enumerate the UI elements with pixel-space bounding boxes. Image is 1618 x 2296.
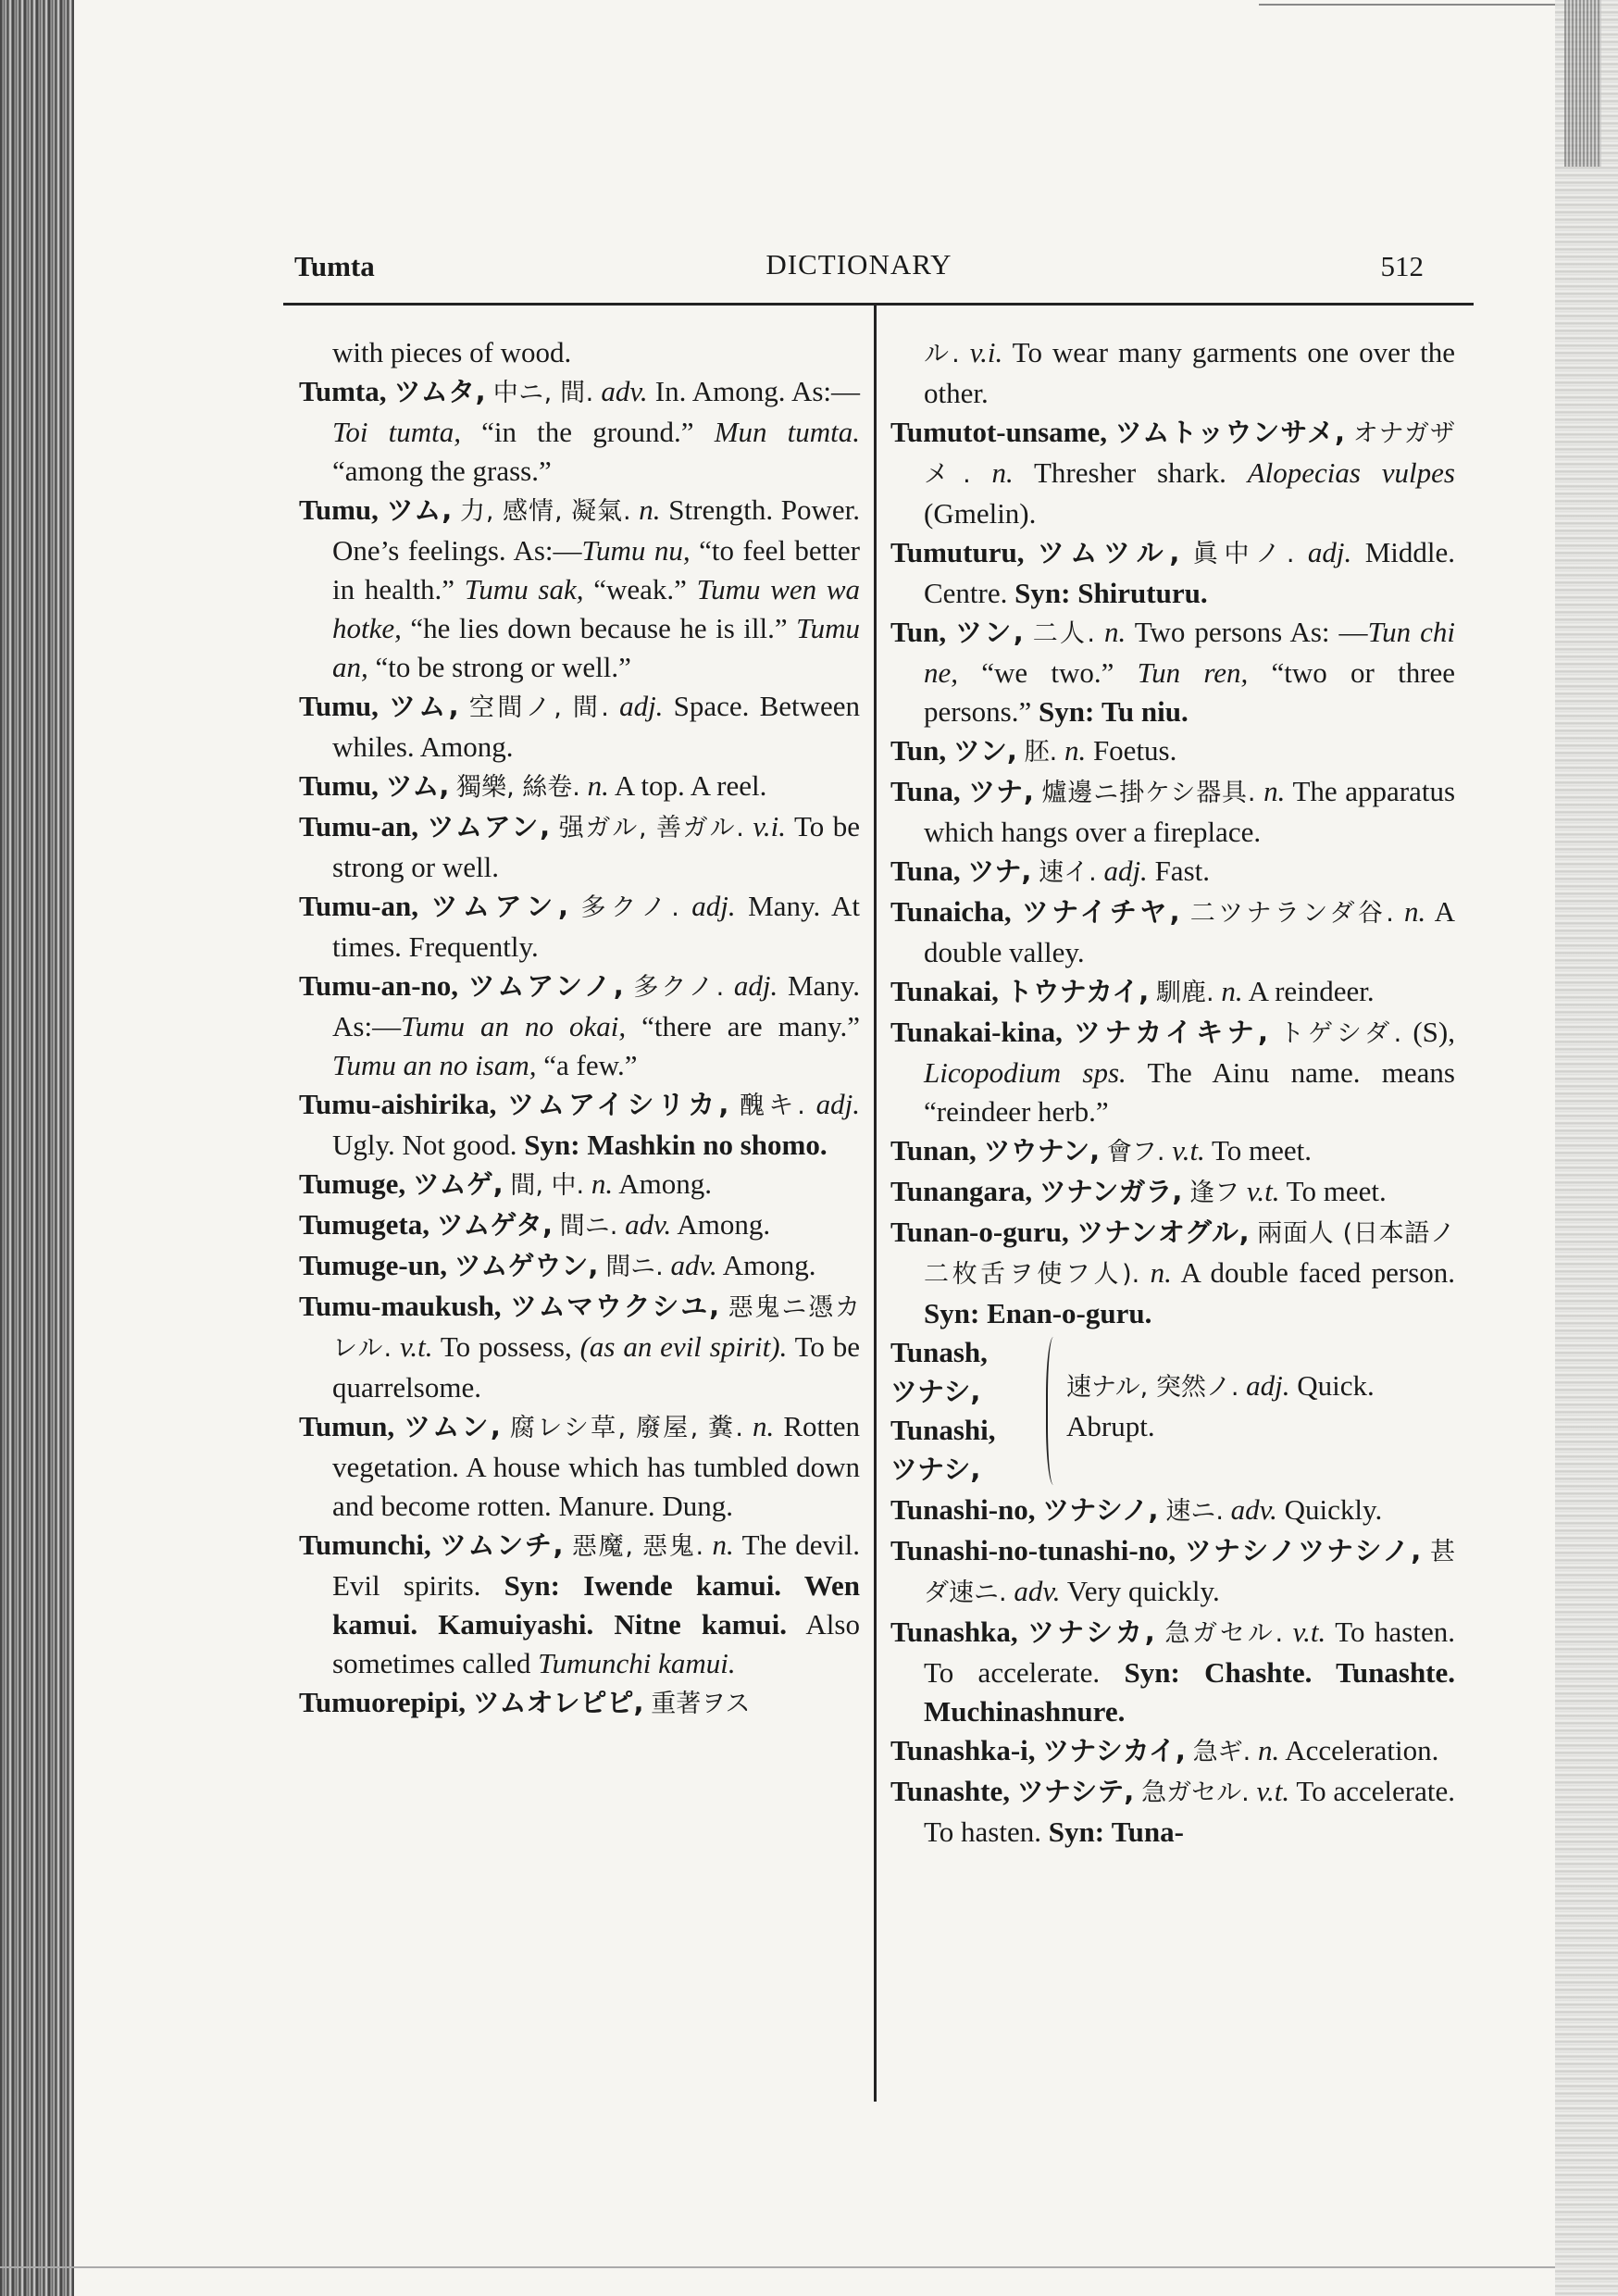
entry-kana: ツナシテ, [1016,1776,1135,1807]
entry-japanese: 眞中ノ. [1192,540,1295,568]
entry-definition: Rotten vegetation. A house which has tumbled down and become rotten. Manure. Dung. [332,1410,860,1522]
entry-headword: Tumu-aishirika, [299,1088,497,1120]
entry-headword: Tumunchi, [299,1529,431,1561]
entry-headword: Tumu, [299,769,379,802]
dictionary-entry [890,1772,1455,1852]
entry-definition: In. Among. As:— [654,375,861,407]
dictionary-entry [890,1531,1455,1613]
dictionary-entry [299,887,860,967]
entry-headword: Tumu-maukush, [299,1290,502,1322]
right-column [890,333,1455,1852]
entry-definition: Ugly. Not good. [332,1129,517,1161]
entry-syn-label: Syn: [1038,695,1095,728]
entry-headword: Tumu, [299,493,379,526]
entry-kana: ツナ, [968,776,1034,807]
entry-japanese: 兩面人 (日本語ノ二枚舌ヲ使フ人). [924,1219,1456,1289]
dictionary-entry [299,1526,860,1683]
dictionary-entry [299,372,860,491]
entry-japanese: 重著ヲス [651,1690,751,1718]
entry-headword: Tunashi-no-tunashi-no, [890,1534,1176,1566]
entry-definition: To be strong or well. [332,810,861,883]
dictionary-entry [299,1085,860,1165]
entry-headword: Tunakai-kina, [890,1016,1063,1048]
entry-japanese: オナガザメ. [924,419,1455,489]
entry-headword: Tumu-an-no, [299,969,459,1002]
dictionary-entry [890,972,1455,1013]
entry-definition: (S), [1413,1016,1455,1048]
entry-pos: adj. [1307,536,1352,568]
entry-syn-label: Syn: [1048,1816,1105,1848]
entry-example: Tumu an no okai, [401,1010,627,1042]
entry-synonyms: Mashkin no shomo. [587,1129,828,1161]
bracketed-definition [1066,1366,1455,1446]
entry-kana: ツムゲ, [412,1168,504,1200]
entry-japanese: 多クノ. [633,973,725,1002]
dictionary-entry [890,533,1455,613]
entry-definition: To meet. [1212,1134,1313,1167]
entry-kana: ツナンオグル, [1077,1217,1250,1248]
entry-headword: Tun, [890,734,947,767]
entry-headword: Tunash, [890,1336,988,1368]
entry-headword: Tumutot-unsame, [890,416,1107,448]
dictionary-entry [890,1731,1455,1772]
dictionary-entry [890,1213,1455,1333]
entry-japanese: 速ニ. [1165,1497,1224,1526]
entry-pos: v.t. [399,1330,433,1363]
entry-headword: Tunashte, [890,1775,1010,1807]
page-binding-left [0,0,74,2296]
entry-pos: adj. [691,890,736,922]
entry-definition: Very quickly. [1066,1575,1220,1607]
entry-kana: ツムン, [404,1411,501,1442]
entry-japanese: 惡鬼ニ憑カレル. [332,1293,861,1363]
left-column [299,333,860,1724]
entry-syn-label: Syn: [1124,1656,1180,1689]
entry-japanese: 間ニ. [559,1212,618,1241]
entry-kana: ツナ, [967,855,1032,887]
entry-definition: Quickly. [1284,1493,1383,1526]
entry-definition: A double faced person. [1180,1256,1456,1289]
entry-pos: n. [639,493,661,526]
entry-example: Tun ren, [1137,656,1249,689]
entry-pos: v.i. [753,810,786,842]
entry-kana: トウナカイ, [1005,976,1150,1007]
entry-gloss: “weak.” [593,573,687,605]
entry-pos: v.t. [1292,1616,1326,1648]
entry-gloss: Also sometimes called [332,1608,860,1679]
dictionary-entry [299,967,860,1085]
entry-kana: ツムアン, [430,891,568,922]
entry-headword: Tun, [890,616,947,648]
entry-kana: ツムオレピピ, [472,1687,644,1718]
scan-edge-top [1259,4,1555,6]
entry-gloss: “he lies down because he is ill.” [410,612,788,644]
dictionary-entry [299,1165,860,1205]
entry-headword: Tunaicha, [890,895,1012,928]
entry-headword: Tumun, [299,1410,395,1442]
entry-definition: Among. [722,1249,816,1281]
entry-kana: ツムンチ, [440,1529,564,1561]
entry-pos: n. [1150,1256,1172,1289]
entry-syn-label: Syn: [524,1129,580,1161]
entry-pos: adj. [733,969,778,1002]
entry-gloss: “among the grass.” [332,455,552,487]
entry-headword: Tumu, [299,690,379,722]
dictionary-entry [299,1246,860,1287]
entry-pos: adv. [601,375,648,407]
bracketed-entry-group [890,1333,1455,1491]
entry-gloss: “a few.” [543,1049,638,1081]
entry-japanese: 强ガル, 善ガル. [558,814,744,842]
entry-pos: n. [1064,734,1087,767]
entry-pos: n. [587,769,609,802]
entry-pos: n. [991,456,1014,489]
entry-pos: n. [1257,1734,1280,1766]
header-rule [283,303,1474,306]
entry-japanese: 醜キ. [740,1092,805,1120]
entry-headword: Tunan-o-guru, [890,1216,1069,1248]
entry-headword: Tumuorepipi, [299,1686,467,1718]
entry-japanese: ル. [924,340,960,368]
entry-definition: The devil. Evil spirits. [332,1529,861,1602]
entry-pos: n. [1403,895,1426,928]
entry-japanese: 速ナル, 突然ノ. [1066,1373,1239,1402]
entry-kana: ツン, [952,735,1017,767]
entry-japanese: 急ガセル. [1141,1778,1250,1807]
entry-kana: ツムタ, [393,376,486,407]
entry-pos: n. [753,1410,775,1442]
entry-syn-label: Syn: [504,1569,560,1602]
page-binding-right [1555,0,1618,2296]
entry-pos: v.t. [1172,1134,1205,1167]
entry-example: Tumu nu, [581,534,691,567]
entry-definition: Middle. Centre. [924,536,1455,609]
entry-kana: ツム, [389,691,459,722]
entry-kana: ツムアイシリカ, [507,1089,729,1120]
dictionary-entry [890,613,1455,731]
running-head-headword: Tumta [294,250,375,282]
entry-japanese: 會フ. [1106,1138,1165,1167]
entry-japanese: 二ツナランダ谷. [1189,899,1394,928]
entry-pos: v.i. [969,336,1003,368]
entry-example: Toi tumta, [332,416,462,448]
entry-definition: Many. At times. Frequently. [332,890,861,963]
entry-kana: ツナシ, [890,1454,981,1485]
dictionary-entry [890,731,1455,772]
entry-synonyms: Iwende kamui. Wen kamui. Kamuiyashi. Nitne kamui. [332,1569,861,1641]
entry-definition: The apparatus which hangs over a fireplace. [924,775,1456,848]
entry-pos: n. [1221,975,1243,1007]
entry-japanese: 急ガセル. [1164,1619,1284,1648]
entry-example: Tumu an no isam, [332,1049,537,1081]
dictionary-entry [890,772,1455,852]
entry-definition: To possess, [440,1330,572,1363]
entry-headword: Tumuturu, [890,536,1025,568]
entry-headword: Tunan, [890,1134,977,1167]
entry-headword: Tumu-an, [299,810,418,842]
scan-edge-bottom [0,2266,1555,2268]
entry-headword: Tunashi-no, [890,1493,1036,1526]
entry-japanese: 中ニ, 間. [492,379,594,407]
dictionary-entry [299,1287,860,1407]
dictionary-entry [890,1013,1455,1131]
dictionary-entry [299,807,860,887]
entry-gloss: “two or three persons.” [924,656,1456,728]
entry-japanese: 甚ダ速ニ. [924,1538,1455,1607]
entry-japanese: 爐邊ニ掛ケシ器具. [1041,779,1256,807]
entry-kana: ツムアン, [427,811,551,842]
entry-kana: ツナシノ, [1042,1494,1159,1526]
entry-definition: Strength. Power. One’s feelings. As:— [332,493,861,567]
entry-pos: adv. [670,1249,717,1281]
entry-definition: Thresher shark. [1034,456,1226,489]
entry-definition: To wear many garments one over the other. [924,336,1455,409]
entry-kana: ツナカイキナ, [1074,1017,1268,1048]
entry-japanese: 馴鹿. [1156,979,1214,1007]
page-number: 512 [1380,250,1424,282]
entry-definition: A reindeer. [1248,975,1375,1007]
entry-synonyms: Chashte. Tunashte. Muchinashnure. [924,1656,1456,1728]
entry-gloss: “in the ground.” [481,416,694,448]
running-head [294,243,1424,287]
entry-headword: Tuna, [890,855,961,887]
entry-japanese: 獨樂, 絲卷. [456,773,580,802]
entry-kana: ツナンガラ, [1039,1176,1183,1207]
entry-definition: A double valley. [924,895,1456,968]
dictionary-entry [890,1613,1455,1731]
entry-pos: adv. [1014,1575,1061,1607]
entry-headword: Tumuge, [299,1167,406,1200]
entry-kana: ツムツル, [1037,537,1180,568]
entry-japanese: 間, 中. [510,1171,585,1200]
entry-japanese: 腐レシ草, 廢屋, 糞. [509,1414,743,1442]
entry-kana: ツン, [955,617,1024,648]
entry-definition: A top. A reel. [614,769,767,802]
curly-brace [1046,1337,1064,1485]
entry-example: Tumu sak, [464,573,584,605]
entry-pos: adv. [1230,1493,1277,1526]
entry-synonyms: Tuna- [1111,1816,1184,1848]
entry-kana: ツム, [385,770,450,802]
entry-gloss: To be quarrelsome. [332,1330,861,1404]
entry-kana: ツムゲタ, [436,1209,553,1241]
entry-gloss: “there are many.” [641,1010,860,1042]
entry-headword: Tunangara, [890,1175,1033,1207]
entry-example: Alopecias vulpes [1247,456,1455,489]
dictionary-entry [890,1172,1455,1213]
dictionary-entry [299,1205,860,1246]
entry-kana: ツウナン, [983,1135,1101,1167]
entry-definition: Foetus. [1092,734,1177,767]
entry-definition: Quick. Abrupt. [1066,1369,1375,1442]
entry-japanese: 逢フ [1189,1179,1240,1207]
entry-gloss: (Gmelin). [924,497,1037,530]
column-divider [874,306,877,2102]
entry-japanese: 二人. [1032,619,1095,648]
dictionary-entry [299,491,860,687]
entry-kana: ツナイチヤ, [1021,896,1180,928]
entry-definition: Space. Between whiles. Among. [332,690,861,763]
entry-kana: ツム, [386,494,453,526]
entry-headword: Tunakai, [890,975,999,1007]
entry-pos: n. [591,1167,614,1200]
entry-pos: v.t. [1256,1775,1290,1807]
dictionary-entry [890,1131,1455,1172]
entry-pos: n. [1263,775,1286,807]
entry-synonyms: Enan-o-guru. [987,1297,1152,1329]
entry-example: Tun chi ne, [924,616,1456,689]
entry-japanese: 多クノ. [580,893,679,922]
entry-example: Tumunchi kamui. [538,1647,736,1679]
entry-synonyms: Tu niu. [1101,695,1189,728]
entry-headword: Tumu-an, [299,890,418,922]
entry-kana: ツナシカ, [1027,1616,1155,1648]
entry-pos: n. [712,1529,734,1561]
entry-japanese: 胚. [1024,738,1058,767]
entry-kana: ツムマウクシユ, [510,1291,720,1322]
dictionary-entry [890,892,1455,972]
entry-japanese: 惡魔, 惡鬼. [572,1532,704,1561]
entry-pos: adv. [625,1208,672,1241]
entry-example: Tumu wen wa hotke, [332,573,861,644]
entry-definition: Among. [618,1167,712,1200]
entry-pos: adj. [619,690,664,722]
entry-definition: To hasten. To accelerate. [924,1616,1455,1689]
entry-gloss: “we two.” [981,656,1114,689]
entry-kana: ツムゲウン, [454,1250,599,1281]
entry-definition: To meet. [1286,1175,1387,1207]
entry-kana: ツムアンノ, [467,970,624,1002]
entry-gloss: The Ainu name. means “reindeer herb.” [924,1056,1455,1128]
dictionary-entry [890,852,1455,892]
dictionary-entry [299,1683,860,1724]
dictionary-entry-continuation [890,333,1455,413]
entry-definition: Among. [677,1208,771,1241]
entry-definition: Fast. [1154,855,1210,887]
entry-kana: ツナシノツナシノ, [1184,1535,1422,1566]
entry-headword: Tumuge-un, [299,1249,447,1281]
entry-japanese: 間ニ. [605,1253,664,1281]
entry-headword: Tunashka-i, [890,1734,1036,1766]
entry-gloss: “to be strong or well.” [375,651,631,683]
entry-definition: Two persons As: — [1134,616,1368,648]
dictionary-entry [299,687,860,767]
entry-japanese: トゲシダ. [1279,1019,1402,1048]
bracketed-headwords [890,1333,1057,1489]
entry-japanese: 力, 感情, 凝氣. [459,497,631,526]
dictionary-entry [299,1407,860,1526]
entry-kana: ツナシ, [890,1376,981,1407]
entry-headword: Tumta, [299,375,387,407]
dictionary-entry [890,413,1455,533]
dictionary-entry [890,1491,1455,1531]
entry-pos: adj. [815,1088,861,1120]
running-head-title: DICTIONARY [765,248,952,281]
entry-pos: n. [1103,616,1126,648]
entry-pos: v.t. [1246,1175,1280,1207]
entry-pos: adj. [1103,855,1148,887]
entry-headword: Tumugeta, [299,1208,429,1241]
entry-pos: adj. [1246,1369,1290,1402]
entry-definition: To accelerate. To hasten. [924,1775,1456,1848]
entry-example: (as an evil spirit). [579,1330,788,1363]
entry-example: Tumu an, [332,612,861,683]
entry-headword: Tuna, [890,775,961,807]
entry-japanese: 速イ. [1039,858,1097,887]
entry-text: with pieces of wood. [332,336,572,368]
entry-headword: Tunashi, [890,1414,996,1446]
entry-definition: Many. As:— [332,969,861,1042]
entry-example: Mun tumta. [714,416,861,448]
entry-headword: Tunashka, [890,1616,1018,1648]
entry-kana: ツムトッウンサメ, [1114,417,1345,448]
dictionary-entry [299,767,860,807]
entry-example: Licopodium sps. [924,1056,1126,1089]
entry-syn-label: Syn: [1014,577,1071,609]
entry-kana: ツナシカイ, [1042,1735,1186,1766]
entry-syn-label: Syn: [924,1297,980,1329]
entry-japanese: 急ギ. [1192,1738,1251,1766]
entry-synonyms: Shiruturu. [1077,577,1208,609]
entry-definition: Acceleration. [1285,1734,1439,1766]
dictionary-entry-continuation [299,333,860,372]
entry-gloss: “to feel better in health.” [332,534,861,605]
entry-japanese: 空間ノ, 間. [468,693,609,722]
